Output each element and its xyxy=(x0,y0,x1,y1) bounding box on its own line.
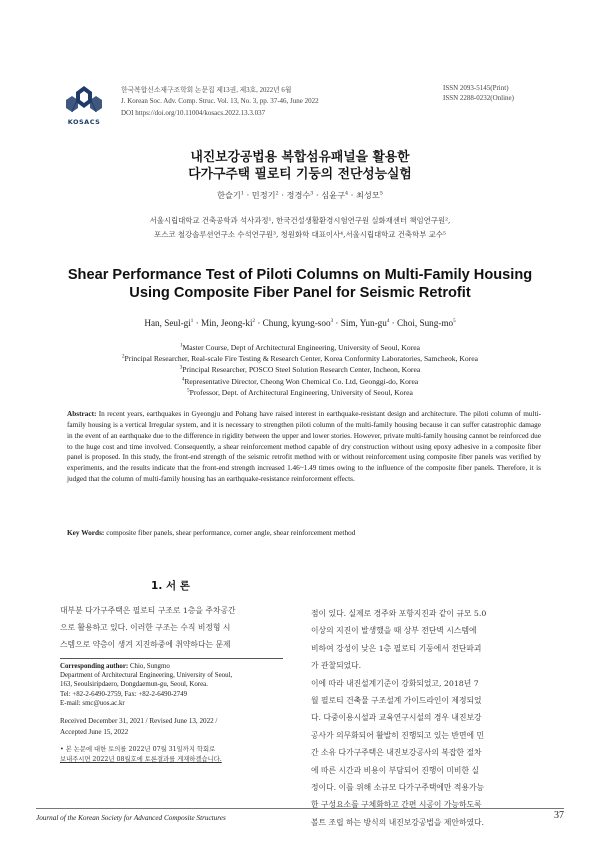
affiliation-mark: 1 xyxy=(180,343,183,349)
keywords-label: Key Words: xyxy=(67,528,105,537)
journal-korean-line: 한국복합신소재구조학회 논문집 제13권, 제3호, 2022년 6월 xyxy=(121,87,292,94)
korean-author-name: 한슬기 xyxy=(217,190,241,200)
english-affiliation-line xyxy=(0,377,600,386)
right-column-body xyxy=(311,605,486,831)
author-separator: · xyxy=(193,318,201,328)
author-separator: · xyxy=(255,318,263,328)
footer-rule xyxy=(36,808,564,809)
english-affiliation-line xyxy=(0,388,600,397)
note-line-1: • 본 논문에 대한 토의를 2022년 07월 31일까지 학회로 xyxy=(60,746,216,753)
body-text-line: 간 소유 다가구주택은 내진보강공사의 복잡한 절차 xyxy=(311,748,482,758)
section-title: 1. 서 론 xyxy=(151,580,190,592)
korean-affiliations-line-2: 포스코 철강솔루션연구소 수석연구원³, 청원화학 대표이사⁴,서울시립대학교 건축학부 교수⁵ xyxy=(154,230,446,239)
author-affiliation-mark: 3 xyxy=(310,190,314,197)
korean-author-name: 정경수 xyxy=(286,190,311,200)
correspondence-line: Tel: +82-2-6490-2759, Fax: +82-2-6490-2749 xyxy=(60,690,188,698)
english-affiliation-line xyxy=(0,343,600,352)
korean-author-name: 심윤구 xyxy=(321,190,345,200)
affiliation-mark: 5 xyxy=(187,388,190,394)
abstract-text: In recent years, earthquakes in Gyeongju and Pohang have raised interest in earthquake-resistant design and architecture. The piloti column of multi-family housing is a vertical Irregular system, and it is necessary to strengthen piloti column of the multi-family housing because it can suffer catastrophic damage in the event of an earthquake due to the difference in rigidity between the upper and lower stories. However, private multi-family housing cannot be reinforced due to the huge cost and time involved. Consequently, a shear reinforcement method capable of dry construction without using epoxy adhesive in a composite fiber panel is proposed. In this study, the front-end strength of the seismic retrofit method with or without reinforcement using composite fiber panels was verified by experiments, and the results indicate that the front-end strength increased 1.46~1.49 times owing to the influence of the composite fiber panels. Therefore, it is judged that the column of multi-family housing has an earthquake-resistance reinforcement effects. xyxy=(67,410,542,484)
affiliation-text: Principal Researcher, Real-scale Fire Testing & Research Center, Korea Conformity Laboratories, Samcheok, Korea xyxy=(124,354,478,364)
abstract xyxy=(67,409,541,485)
korean-author-name: 민정기 xyxy=(251,190,276,200)
affiliation-mark: 2 xyxy=(122,354,125,360)
logo-text: KOSACS xyxy=(67,118,101,126)
korean-authors xyxy=(0,190,600,201)
author-separator: · xyxy=(313,190,322,200)
body-text-line: 이에 따라 내진설계기준이 강화되었고, 2018년 7 xyxy=(311,678,479,688)
correspondence-line: 163, Seoulsiripdaero, Dongdaemun-gu, Seoul, Korea. xyxy=(60,681,208,689)
footnote-divider xyxy=(60,658,283,659)
english-affiliation-line xyxy=(0,354,600,363)
accepted-line: Accepted June 15, 2022 xyxy=(60,728,129,736)
keywords-text: composite fiber panels, shear performance, corner angle, shear reinforcement method xyxy=(106,528,356,537)
body-text-line: 점이 있다. 실제로 경주와 포항지진과 같이 규모 5.0 xyxy=(311,609,487,618)
body-text-line: 대부분 다가구주택은 필로티 구조로 1층을 주차공간 xyxy=(60,606,236,615)
received-line: Received December 31, 2021 / Revised June 13, 2022 / xyxy=(60,717,218,725)
english-author-name: Choi, Sung-mo xyxy=(397,318,454,328)
korean-author-name: 최성모 xyxy=(356,190,380,200)
author-separator: · xyxy=(243,190,252,200)
author-separator: · xyxy=(348,190,356,200)
author-affiliation-mark: 5 xyxy=(379,190,383,197)
affiliation-mark: 4 xyxy=(181,377,185,383)
doi-link[interactable]: DOI https://doi.org/10.11004/kosacs.2022.13.3.037 xyxy=(121,109,266,117)
english-authors xyxy=(0,318,600,328)
discussion-note xyxy=(60,745,290,765)
corresponding-name: Chio, Sungmo xyxy=(128,663,170,670)
keywords xyxy=(67,528,547,537)
body-text-line: 비하여 강성이 낮은 1층 필로티 기둥에서 전단파괴 xyxy=(311,643,482,653)
correspondence-email[interactable]: E-mail: smc@uos.ac.kr xyxy=(60,699,125,707)
english-affiliation-line xyxy=(0,365,600,374)
correspondence-block xyxy=(60,662,290,708)
body-text-line: 가 관찰되었다. xyxy=(311,661,362,671)
abstract-label: Abstract: xyxy=(67,410,97,418)
body-text-line: 월 필로티 건축물 구조설계 가이드라인이 제정되었 xyxy=(311,696,482,706)
author-affiliation-mark: 1 xyxy=(240,190,244,197)
author-affiliation-mark: 3 xyxy=(330,318,334,324)
english-author-name: Sim, Yun-gu xyxy=(340,318,387,328)
author-affiliation-mark: 1 xyxy=(190,318,194,324)
affiliation-text: Professor, Dept. of Architectural Engineering, University of Seoul, Korea xyxy=(189,387,413,397)
body-text-line: 에 따른 시간과 비용이 부담되어 진행이 미비한 실 xyxy=(311,765,479,775)
english-title-line-2: Using Composite Fiber Panel for Seismic Retrofit xyxy=(129,285,471,301)
author-separator: · xyxy=(389,318,397,328)
body-text-line: 볼트 조립 하는 방식의 내진보강공법을 제안하였다. xyxy=(311,817,485,827)
footer-journal-name: Journal of the Korean Society for Advanced Composite Structures xyxy=(36,814,226,822)
english-author-name: Han, Seul-gi xyxy=(144,318,191,328)
author-affiliation-mark: 2 xyxy=(275,190,279,197)
author-separator: · xyxy=(333,318,341,328)
corresponding-label: Corresponding author: xyxy=(60,663,129,670)
body-text-line: 정이다. 이를 위해 소규모 다가구주택에만 적용가능 xyxy=(311,783,485,793)
author-affiliation-mark: 4 xyxy=(386,318,390,324)
affiliation-mark: 3 xyxy=(179,365,183,371)
body-text-line: 스템으로 약층이 생겨 지진하중에 취약하다는 문제 xyxy=(60,640,231,650)
author-affiliation-mark: 5 xyxy=(453,318,456,324)
author-affiliation-mark: 2 xyxy=(252,318,256,324)
body-text-line: 한 구성요소를 구체화하고 간편 시공이 가능하도록 xyxy=(311,800,482,810)
note-line-2: 보내주시면 2022년 08월호에 토론결과를 게재하겠습니다. xyxy=(60,756,222,763)
issn-online: ISSN 2288-0232(Online) xyxy=(443,94,514,102)
body-text-line: 다. 다중이용시설과 교육연구시설의 경우 내진보강 xyxy=(311,713,482,723)
affiliation-text: Representative Director, Cheong Won Chemical Co. Ltd, Geonggi-do, Korea xyxy=(184,376,419,386)
author-separator: · xyxy=(278,190,287,200)
affiliation-text: Master Course, Dept of Architectural Engineering, University of Seoul, Korea xyxy=(182,343,420,352)
journal-english-line: J. Korean Soc. Adv. Comp. Struc. Vol. 13, No. 3, pp. 37-46, June 2022 xyxy=(121,97,319,105)
korean-title-line-2: 다가구주택 필로티 기둥의 전단성능실험 xyxy=(188,167,412,182)
body-text-line: 공사가 의무화되어 활발히 진행되고 있는 반면에 민 xyxy=(311,730,485,740)
affiliation-text: Principal Researcher, POSCO Steel Solution Research Center, Incheon, Korea xyxy=(182,365,421,375)
body-text-line: 이상의 지진이 발생했을 때 상부 전단벽 시스템에 xyxy=(311,626,477,636)
english-title-line-1: Shear Performance Test of Piloti Columns on Multi-Family Housing xyxy=(67,267,533,283)
korean-title-line-1: 내진보강공법용 복합섬유패널을 활용한 xyxy=(190,150,410,165)
received-dates xyxy=(60,716,290,738)
left-column-body xyxy=(60,602,236,654)
korean-affiliations-line-1: 서울시립대학교 건축공학과 석사과정¹, 한국건설생활환경시험연구원 실화재센터 책임연구원², xyxy=(149,216,451,225)
issn-print: ISSN 2093-5145(Print) xyxy=(443,84,509,92)
correspondence-line: Department of Architectural Engineering, University of Seoul, xyxy=(60,672,233,680)
english-author-name: Min, Jeong-ki xyxy=(200,318,253,328)
page-number: 37 xyxy=(554,810,564,821)
author-affiliation-mark: 4 xyxy=(345,190,349,197)
english-author-name: Chung, kyung-soo xyxy=(262,318,331,328)
body-text-line: 으로 활용하고 있다. 이러한 구조는 수직 비정형 시 xyxy=(60,623,231,633)
